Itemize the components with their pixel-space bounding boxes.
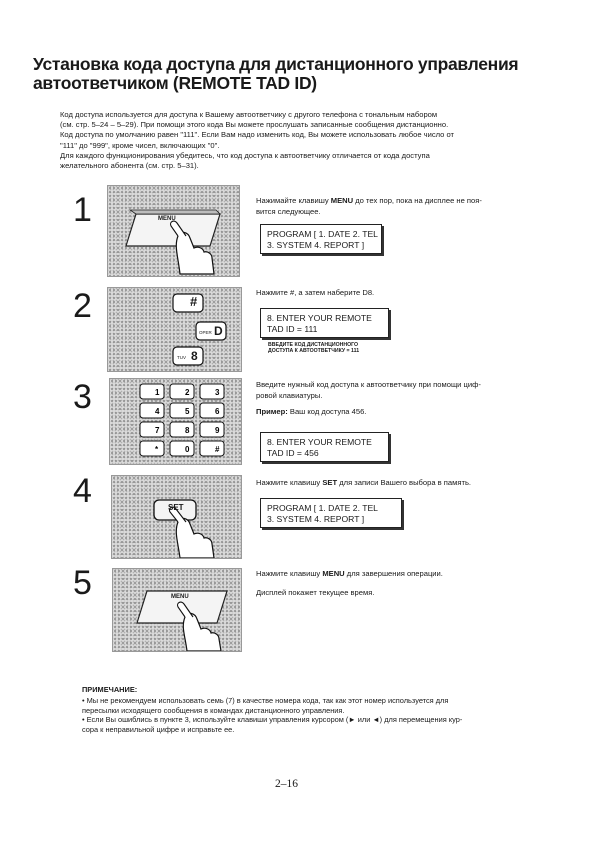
keypad-key-label: * [155,445,159,454]
lcd-line: PROGRAM [ 1. DATE 2. TEL [267,229,378,239]
keypad-key-label: 5 [185,407,190,416]
menu-key-label: MENU [171,594,189,600]
keypad-key-label: 8 [185,426,190,435]
step-number-5: 5 [73,564,92,602]
page-number: 2–16 [275,778,298,790]
keypad-key-label: 3 [215,388,220,397]
keypad-key [200,422,224,437]
keypad-key [200,403,224,418]
example-text: Ваш код доступа 456. [287,407,367,416]
keypad-key-label: 2 [185,388,190,397]
step-number-2: 2 [73,287,92,325]
step-5-instruction [256,569,534,604]
intro-line: Для каждого функционирования убедитесь, что код доступа к автоответчику отличается от кода доступа [60,150,430,160]
example-label: Пример: [256,407,288,416]
keypad-key [170,403,194,418]
step-number-4: 4 [73,472,92,510]
menu-key-press-icon [108,186,239,276]
keypad-key [140,403,164,418]
step-4-instruction [256,478,534,495]
step-3-illustration [109,378,242,465]
step-1-illustration [107,185,240,277]
instr-text: Нажимайте клавишу [256,196,331,205]
intro-text [60,110,530,171]
lcd-line: TAD ID = 456 [267,447,319,458]
instr-text: Нажмите клавишу [256,569,323,578]
keypad-key-label: 1 [155,388,160,397]
numeric-keypad-icon [110,379,241,464]
step-4-illustration [111,475,242,559]
lcd-note-line: ВВЕДИТЕ КОД ДИСТАНЦИОННОГО [268,342,359,348]
instr-text: вится следующее. [256,206,321,216]
lcd-line: PROGRAM [ 1. DATE 2. TEL [267,503,378,513]
keypad-key [140,422,164,437]
title-line-1: Установка кода доступа для дистанционного управления [33,54,519,74]
d-key-label: D [214,324,223,338]
intro-line: Код доступа по умолчанию равен "111". Если Вам надо изменить код, Вы можете использовать любое число от [60,130,455,140]
instr-key-bold: MENU [322,569,345,578]
keypad-key-label: 7 [155,426,160,435]
instr-text: для завершения операции. [344,569,443,578]
step-number-3: 3 [73,378,92,416]
keypad-key [140,384,164,399]
keypad-key [170,441,194,456]
tuv-key-small-label: TUV [177,355,186,360]
lcd-translation-note [268,342,359,354]
instr-text: для записи Вашего выбора в память. [337,478,472,487]
lcd-line: 8. ENTER YOUR REMOTE [267,313,372,323]
note-line: • Мы не рекомендуем использовать семь (7) в качестве номера кода, так как этот номер используется для [82,695,449,705]
lcd-display-step-1 [260,224,382,254]
step-1-instruction [256,196,534,223]
instr-text: ровой клавиатуры. [256,390,323,400]
keypad-key [200,384,224,399]
note-line: • Если Вы ошиблись в пункте 3, используйте клавиши управления курсором (► или ◄) для перемещения кур- [82,715,463,725]
instr-text: Введите нужный код доступа к автоответчику при помощи циф- [256,380,481,389]
lcd-line: 3. SYSTEM 4. REPORT ] [267,513,365,524]
intro-line: желательного абонента (см. стр. 5–31). [60,161,199,171]
keypad-key-label: 4 [155,407,160,416]
step-number-1: 1 [73,191,92,229]
note-line: сора к неправильной цифре и исправьте ее. [82,725,235,735]
keypad-key-label: # [215,445,220,454]
hash-key-label: # [190,294,198,309]
keypad-key [200,441,224,456]
intro-line: "111" до "999", кроме чисел, включающих "0". [60,140,220,150]
instr-text: Нажмите #, а затем наберите D8. [256,288,375,297]
instr-text: до тех пор, пока на дисплее не поя- [353,196,482,205]
instr-key-bold: SET [322,478,338,487]
menu-key-press-icon [113,569,241,651]
notes-section [82,685,532,735]
keypad-key [170,384,194,399]
lcd-display-step-4 [260,498,402,528]
lcd-line: 3. SYSTEM 4. REPORT ] [267,239,365,250]
8-key-label: 8 [191,349,198,363]
menu-key-label: MENU [158,216,176,222]
title-line-2: автоответчиком (REMOTE TAD ID) [33,73,317,93]
lcd-display-step-2 [260,308,389,338]
note-line: пересылки исходящего сообщения в командах дистанционного управления. [82,705,345,715]
notes-header: ПРИМЕЧАНИЕ: [82,685,138,694]
instr-text: Нажмите клавишу [256,478,323,487]
lcd-note-line: ДОСТУПА К АВТООТВЕТЧИКУ = 111 [268,348,360,354]
lcd-line: 8. ENTER YOUR REMOTE [267,437,372,447]
page-title [33,55,533,93]
set-key-label: SET [168,503,184,512]
intro-line: Код доступа используется для доступа к Вашему автоответчику с другого телефона с тональным набором [60,110,438,119]
keypad-key-label: 0 [185,445,190,454]
keypad-key-label: 6 [215,407,220,416]
step-2-illustration [107,287,242,372]
step-3-instruction [256,380,534,424]
step-2-instruction [256,288,534,305]
intro-line: (см. стр. 5–24 – 5–29). При помощи этого кода Вы можете прослушать записанные сообщения дистанционно. [60,120,449,130]
lcd-display-step-3 [260,432,389,462]
lcd-line: TAD ID = 111 [267,323,318,334]
keypad-key [170,422,194,437]
instr-key-bold: MENU [330,196,354,205]
keypad-key [140,441,164,456]
step-5-illustration [112,568,242,652]
oper-key-small-label: OPER [199,330,212,335]
keypad-key-label: 9 [215,426,220,435]
instr-text: Дисплей покажет текущее время. [256,587,375,597]
set-key-press-icon [112,476,241,558]
